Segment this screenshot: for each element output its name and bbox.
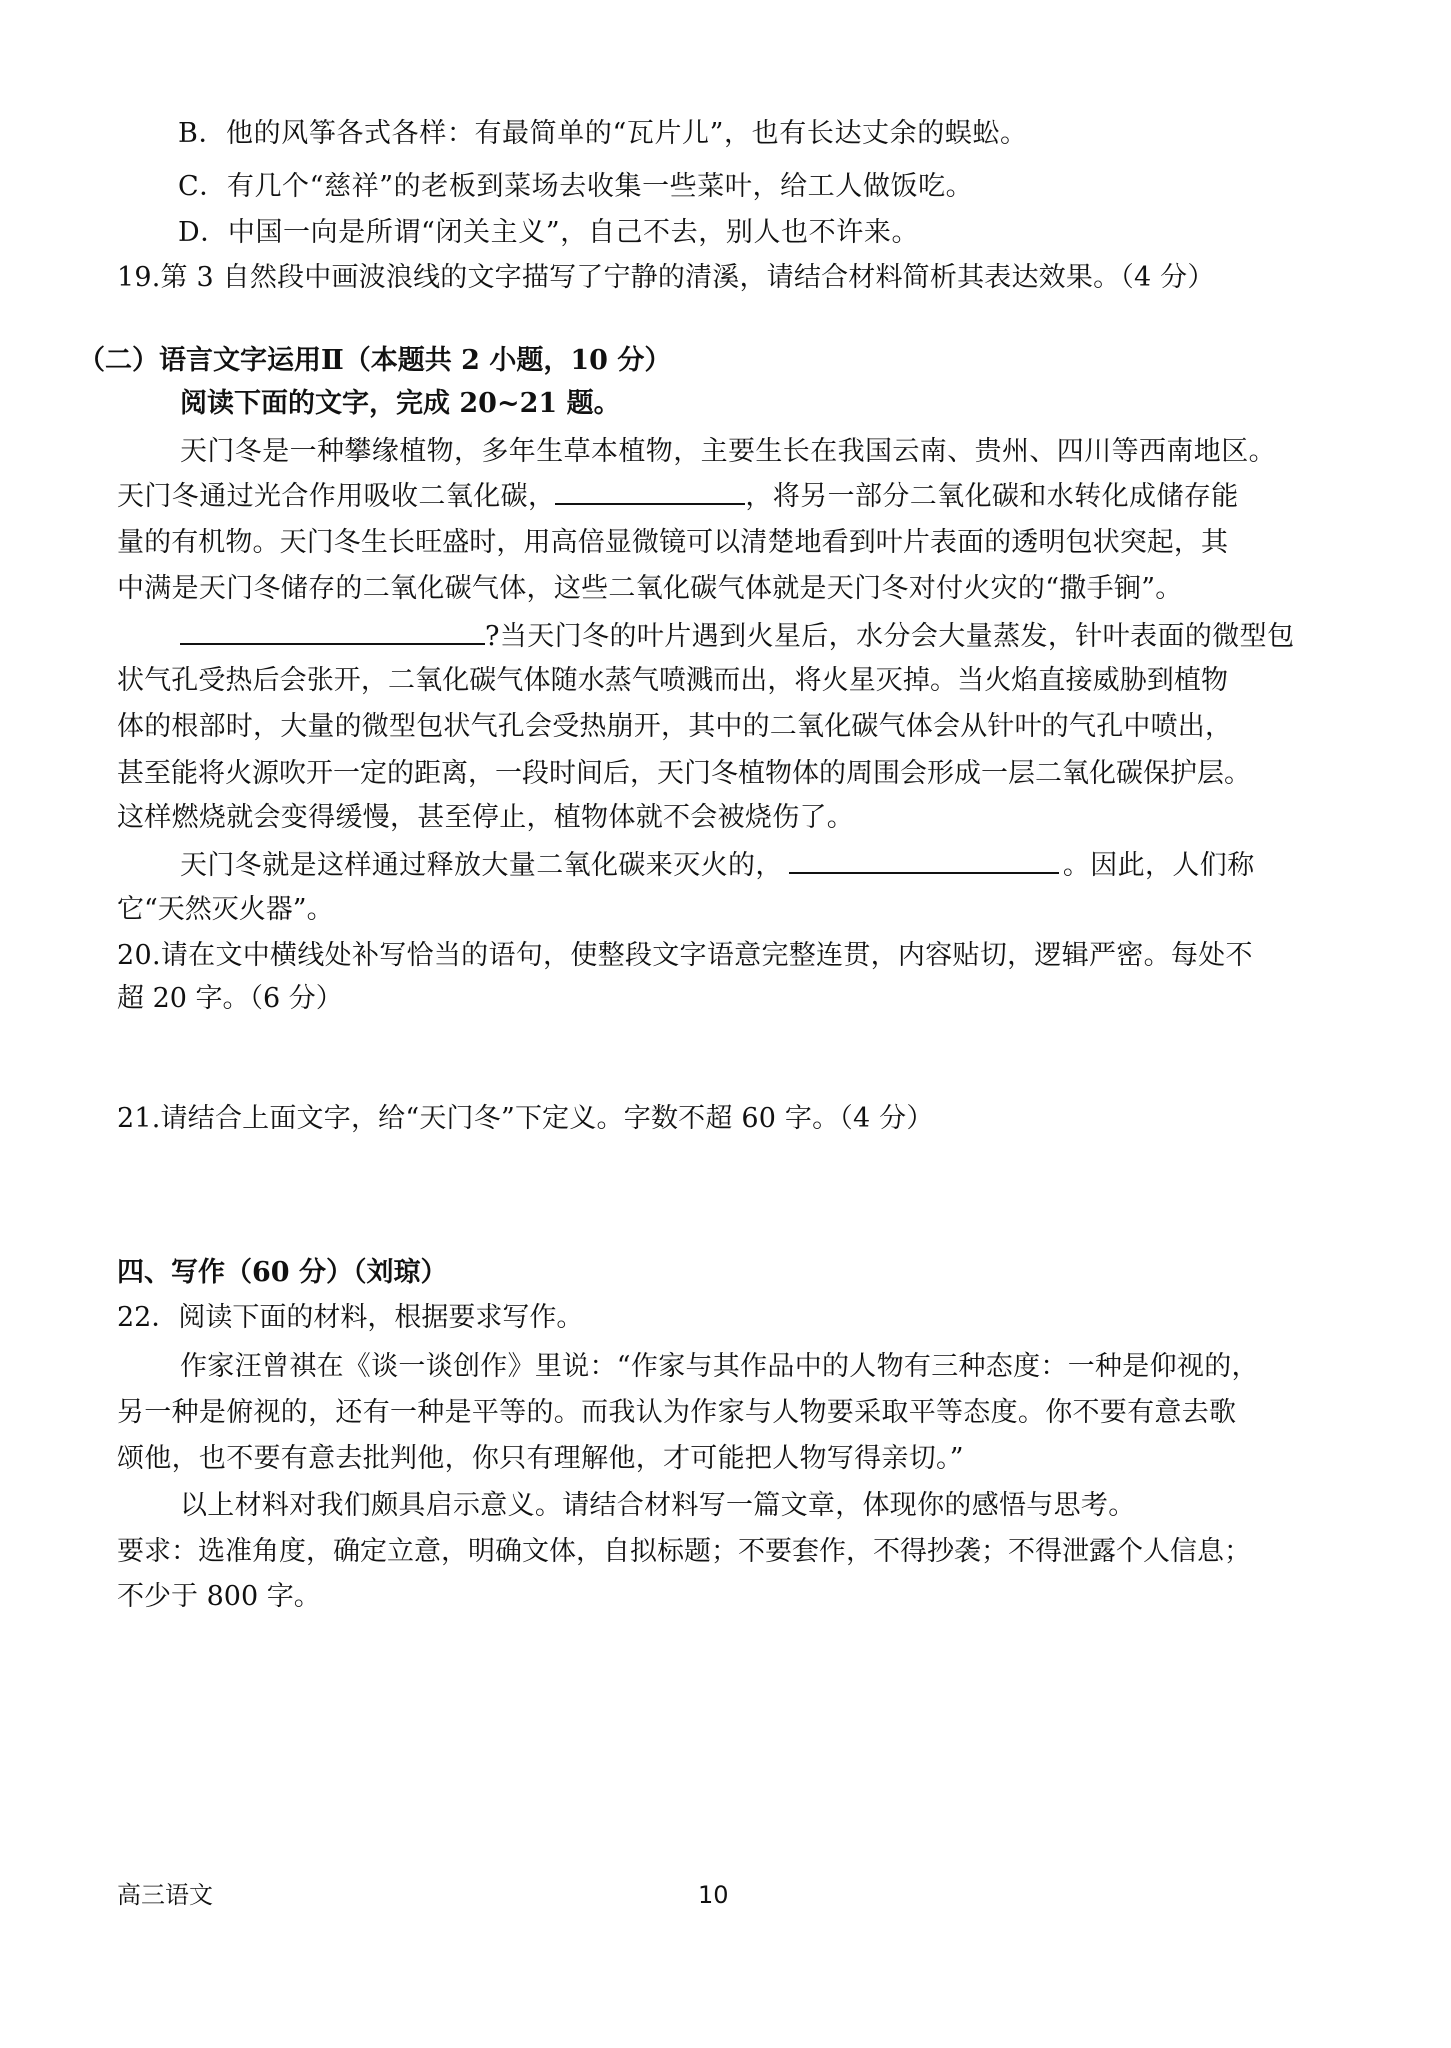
para1-line2-end: ，将另一部分二氧化碳和水转化成储存能 (745, 481, 1239, 512)
section-2-instruction: 阅读下面的文字，完成 20~21 题。 (180, 388, 621, 419)
para3-line1 (180, 846, 1255, 885)
requirements-line1: 要求：选准角度，确定立意，明确文体，自拟标题；不要套作，不得抄袭；不得泄露个人信息； (117, 1536, 1251, 1567)
question-19: 19.第 3 自然段中画波浪线的文字描写了宁静的清溪，请结合材料简析其表达效果。（4 分） (117, 262, 1215, 293)
para2-line4: 甚至能将火源吹开一定的距离，一段时间后，天门冬植物体的周围会形成一层二氧化碳保护层。 (117, 758, 1251, 789)
para2-line2: 状气孔受热后会张开，二氧化碳气体随水蒸气喷溅而出，将火星灭掉。当火焰直接威胁到植物 (117, 665, 1229, 696)
para2-line1-text: ?当天门冬的叶片遇到火星后，水分会大量蒸发，针叶表面的微型包 (485, 621, 1295, 652)
question-20-line1: 20.请在文中横线处补写恰当的语句，使整段文字语意完整连贯，内容贴切，逻辑严密。每处不 (117, 940, 1253, 971)
answer-blank-3[interactable] (789, 846, 1059, 874)
question-22: 22．阅读下面的材料，根据要求写作。 (117, 1302, 584, 1333)
para1-line4: 中满是天门冬储存的二氧化碳气体，这些二氧化碳气体就是天门冬对付火灾的“撒手锏”。 (117, 573, 1183, 604)
page-number: 10 (698, 1881, 729, 1909)
para2-line5: 这样燃烧就会变得缓慢，甚至停止，植物体就不会被烧伤了。 (117, 802, 855, 833)
option-d: D．中国一向是所谓“闭关主义”，自己不去，别人也不许来。 (178, 217, 920, 248)
para3-line2: 它“天然灭火器”。 (117, 894, 334, 925)
answer-blank-1[interactable] (555, 477, 745, 505)
requirements-line2: 不少于 800 字。 (117, 1581, 321, 1612)
para3-line1-start: 天门冬就是这样通过释放大量二氧化碳来灭火的， (180, 850, 783, 881)
para1-line3: 量的有机物。天门冬生长旺盛时，用高倍显微镜可以清楚地看到叶片表面的透明包状突起，其 (117, 527, 1229, 558)
para1-line2 (117, 477, 1239, 516)
question-21: 21.请结合上面文字，给“天门冬”下定义。字数不超 60 字。（4 分） (117, 1103, 934, 1134)
para3-line1-end: 。因此，人们称 (1062, 850, 1255, 881)
para2-line3: 体的根部时，大量的微型包状气孔会受热崩开，其中的二氧化碳气体会从针叶的气孔中喷出， (117, 711, 1233, 742)
para1-line2-start: 天门冬通过光合作用吸收二氧化碳， (117, 481, 556, 512)
section-2-heading: （二）语言文字运用Ⅱ（本题共 2 小题，10 分） (78, 345, 672, 376)
para2-line1 (180, 617, 1294, 656)
option-b: B．他的风筝各式各样：有最简单的“瓦片儿”，也有长达丈余的蜈蚣。 (178, 118, 1028, 149)
material-line3: 颂他，也不要有意去批判他，你只有理解他，才可能把人物写得亲切。” (117, 1443, 964, 1474)
footer-subject: 高三语文 (117, 1881, 213, 1909)
question-20-line2: 超 20 字。（6 分） (117, 983, 343, 1014)
option-c: C．有几个“慈祥”的老板到菜场去收集一些菜叶，给工人做饭吃。 (178, 171, 974, 202)
material-line2: 另一种是俯视的，还有一种是平等的。而我认为作家与人物要采取平等态度。你不要有意去歌 (117, 1397, 1237, 1428)
section-4-heading: 四、写作（60 分）（刘琼） (117, 1257, 448, 1288)
answer-blank-2[interactable] (180, 617, 485, 645)
para1-line1: 天门冬是一种攀缘植物，多年生草本植物，主要生长在我国云南、贵州、四川等西南地区。 (180, 436, 1276, 467)
material-line1: 作家汪曾祺在《谈一谈创作》里说：“作家与其作品中的人物有三种态度：一种是仰视的， (180, 1351, 1259, 1382)
material-line4: 以上材料对我们颇具启示意义。请结合材料写一篇文章，体现你的感悟与思考。 (180, 1490, 1136, 1521)
